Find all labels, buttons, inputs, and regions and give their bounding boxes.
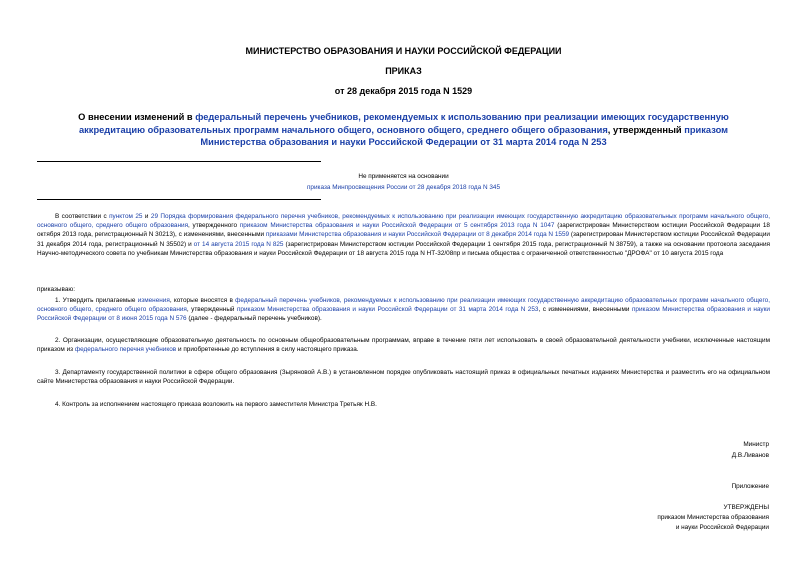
preamble-paragraph: В соответствии с пунктом 25 и 29 Порядка формирования федерального перечня учебников, рекомендуемых к использованию при реализации имеющих государственную аккредитацию образовательных программ начального общего, основного общего, среднего общего образования, утвержденного приказом Министерства образования и науки Российской Федерации от 5 сентября 2013 года N 1047 (зарегистрирован Министерством юстиции Российской Федерации 18 октября 2013 года, регистрационный N 30213), с изменениями, внесенными приказами Министерства образования и науки Российской Федерации от 8 декабря 2014 года N 1559 (зарегистрирован Министерством юстиции Российской Федерации 31 декабря 2014 года, регистрационный N 35502) и от 14 августа 2015 года N 825 (зарегистрирован Министерством юстиции Российской Федерации 1 сентября 2015 года, регистрационный N 38759), а также на основании протокола заседания Научно-методического совета по учебникам Министерства образования и науки Российской Федерации от 18 августа 2015 года N НТ-32/08пр и письма общества с ограниченной ответственностью "ДРОФА" от 10 августа 2015 года (37, 213, 770, 257)
approved-line-2: и науки Российской Федерации (675, 524, 769, 531)
link-federal-list[interactable]: федеральный перечень учебников, рекомендуемых к использованию при реализации имеющих государственную аккредитацию образовательных программ начального общего, основного общего, среднего общего образования (37, 297, 770, 314)
notice-line-1: Не применяется на основании (358, 173, 449, 180)
link-order-825[interactable]: от 14 августа 2015 года N 825 (193, 240, 284, 248)
document-title (50, 111, 757, 149)
approved-line-1: приказом Министерства образования (657, 514, 769, 521)
signature-name: Д.В.Ливанов (731, 452, 769, 459)
doc-type-heading: ПРИКАЗ (385, 66, 422, 76)
link-order-1559[interactable]: приказами Министерства образования и науки Российской Федерации от 8 декабря 2014 года N 1559 (265, 231, 570, 239)
signature-role: Министр (743, 441, 769, 448)
notice-link-order-345[interactable]: приказа Минпросвещения России от 28 декабря 2018 года N 345 (306, 184, 501, 191)
item-1-paragraph: 1. Утвердить прилагаемые изменения, которые вносятся в федеральный перечень учебников, рекомендуемых к использованию при реализации имеющих государственную аккредитацию образовательных программ начального общего, основного общего, среднего общего образования, утвержденный приказом Министерства образования и науки Российской Федерации от 31 марта 2014 года N 253, с изменениями, внесенными приказом Министерства образования и науки Российской Федерации от 8 июня 2015 года N 576 (далее - федеральный перечень учебников). (37, 297, 770, 323)
title-link-order-253[interactable]: приказом Министерства образования и науки Российской Федерации от 31 марта 2014 года N 253 (200, 124, 729, 147)
approved-label: УТВЕРЖДЕНЫ (723, 504, 769, 511)
link-point-25[interactable]: пунктом 25 (109, 213, 143, 220)
item-4-paragraph: 4. Контроль за исполнением настоящего приказа возложить на первого заместителя Министра Третьяк Н.В. (55, 401, 377, 408)
ministry-heading: МИНИСТЕРСТВО ОБРАЗОВАНИЯ И НАУКИ РОССИЙСКОЙ ФЕДЕРАЦИИ (245, 46, 562, 56)
prikazyvayu-label: приказываю: (37, 286, 75, 293)
title-link-federal-list[interactable]: федеральный перечень учебников, рекомендуемых к использованию при реализации имеющих государственную аккредитацию образовательных программ начального общего, основного общего, среднего общего образования (78, 112, 729, 135)
link-order-576[interactable]: приказом Министерства образования и науки Российской Федерации от 8 июня 2015 года N 576 (37, 306, 770, 323)
divider-bottom (37, 199, 321, 200)
title-text-1: О внесении изменений в (78, 112, 196, 122)
link-changes[interactable]: изменения (137, 297, 170, 304)
link-federal-list-2[interactable]: федерального перечня учебников (74, 346, 177, 354)
link-order-1047[interactable]: приказом Министерства образования и науки Российской Федерации от 5 сентября 2013 года N 1047 (239, 222, 555, 230)
appendix-label: Приложение (731, 483, 769, 490)
link-procedure[interactable]: 29 Порядка формирования федерального перечня учебников, рекомендуемых к использованию при реализации имеющих государственную аккредитацию образовательных программ начального общего, основного общего, среднего общего образования (37, 213, 770, 230)
item-2-paragraph: 2. Организации, осуществляющие образовательную деятельность по основным общеобразовательным программам, вправе в течение пяти лет использовать в своей образовательной деятельности учебники, исключенные настоящим приказом из федерального перечня учебников и приобретенные до вступления в силу настоящего приказа. (37, 337, 770, 354)
item-3-paragraph: 3. Департаменту государственной политики в сфере общего образования (Зыряновой А.В.) в установленном порядке опубликовать настоящий приказ в официальных печатных изданиях Министерства и разместить его на официальном сайте Министерства образования и науки Российской Федерации. (37, 369, 770, 386)
title-text-2: , утвержденный (607, 124, 685, 135)
link-order-253[interactable]: приказом Министерства образования и науки Российской Федерации от 31 марта 2014 года N 253 (236, 306, 539, 314)
divider-top (37, 161, 321, 162)
date-number-heading: от 28 декабря 2015 года N 1529 (334, 86, 473, 96)
